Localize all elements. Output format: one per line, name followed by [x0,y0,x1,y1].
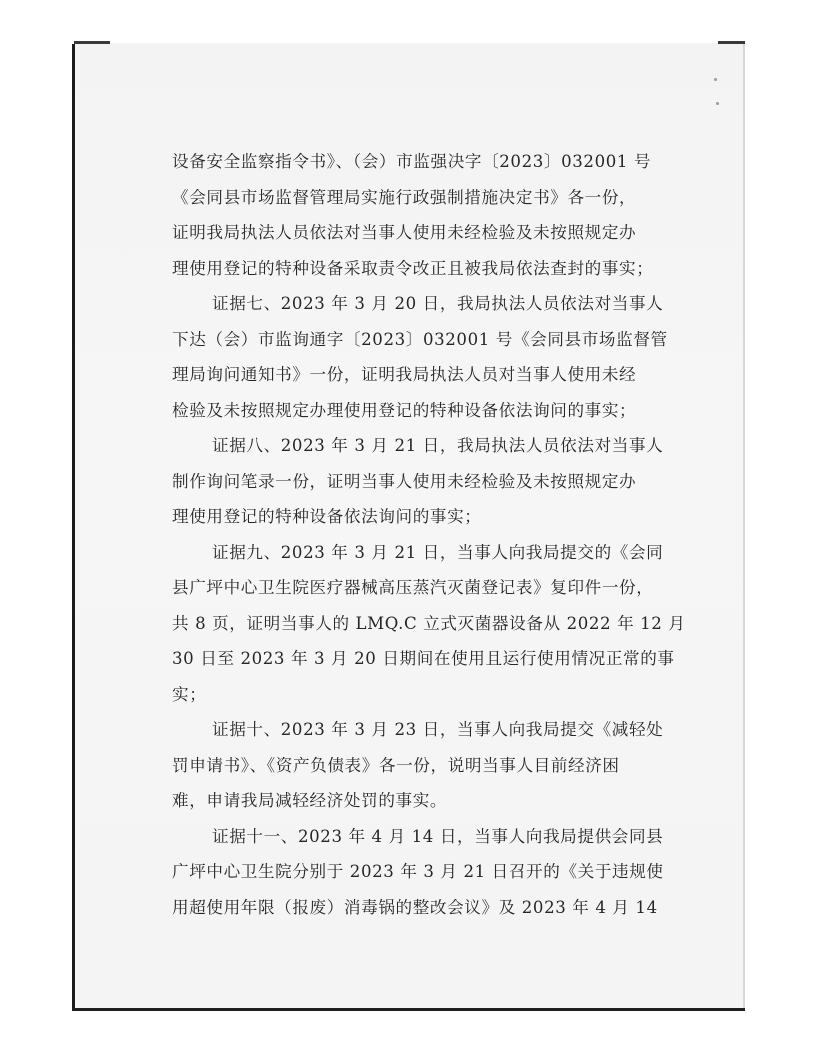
text-line: 检验及未按照规定办理使用登记的特种设备依法询问的事实； [172,400,637,420]
text-line: 证据十、2023 年 3 月 23 日，当事人向我局提交《减轻处 [212,720,664,739]
text-line: 下达（会）市监询通字〔2023〕032001 号《会同县市场监督管 [172,329,668,349]
paper-left-edge [72,44,75,1010]
text-line: 用超使用年限（报废）消毒锅的整改会议》及 2023 年 4 月 14 [172,897,658,917]
text-line: 共 8 页，证明当事人的 LMQ.C 立式灭菌器设备从 2022 年 12 月 [172,613,686,633]
text-line: 广坪中心卫生院分别于 2023 年 3 月 21 日召开的《关于违规使 [172,862,664,881]
text-line: 县广坪中心卫生院医疗器械高压蒸汽灭菌登记表》复印件一份， [172,578,654,597]
paper-bottom-edge [72,1008,745,1011]
text-line: 难，申请我局减轻经济处罚的事实。 [172,791,448,810]
paper-top-edge-right [718,41,745,44]
text-line: 制作询问笔录一份，证明当事人使用未经检验及未按照规定办 [172,471,637,491]
scan-speck [714,78,717,81]
text-line: 证据十一、2023 年 4 月 14 日，当事人向我局提供会同县 [212,826,664,846]
paper-top-edge-left [74,41,110,44]
document-body [172,144,692,925]
text-line: 30 日至 2023 年 3 月 20 日期间在使用且运行使用情况正常的事 [172,649,675,668]
text-line: 实； [172,684,207,704]
text-line: 证据九、2023 年 3 月 21 日，当事人向我局提交的《会同 [212,542,664,562]
text-line: 罚申请书》、《资产负债表》各一份，说明当事人目前经济困 [172,755,620,775]
paper-right-edge [743,44,745,1010]
text-line: 证据七、2023 年 3 月 20 日，我局执法人员依法对当事人 [212,294,664,313]
text-line: 理使用登记的特种设备依法询问的事实； [172,507,482,526]
text-line: 理使用登记的特种设备采取责令改正且被我局依法查封的事实； [172,258,654,278]
text-line: 《会同县市场监督管理局实施行政强制措施决定书》各一份， [172,187,637,207]
text-line: 证明我局执法人员依法对当事人使用未经检验及未按照规定办 [172,223,637,242]
text-line: 证据八、2023 年 3 月 21 日，我局执法人员依法对当事人 [212,436,664,455]
text-line: 设备安全监察指令书》、（会）市监强决字〔2023〕032001 号 [172,152,652,171]
scan-speck [716,102,719,105]
text-line: 理局询问通知书》一份，证明我局执法人员对当事人使用未经 [172,365,637,384]
